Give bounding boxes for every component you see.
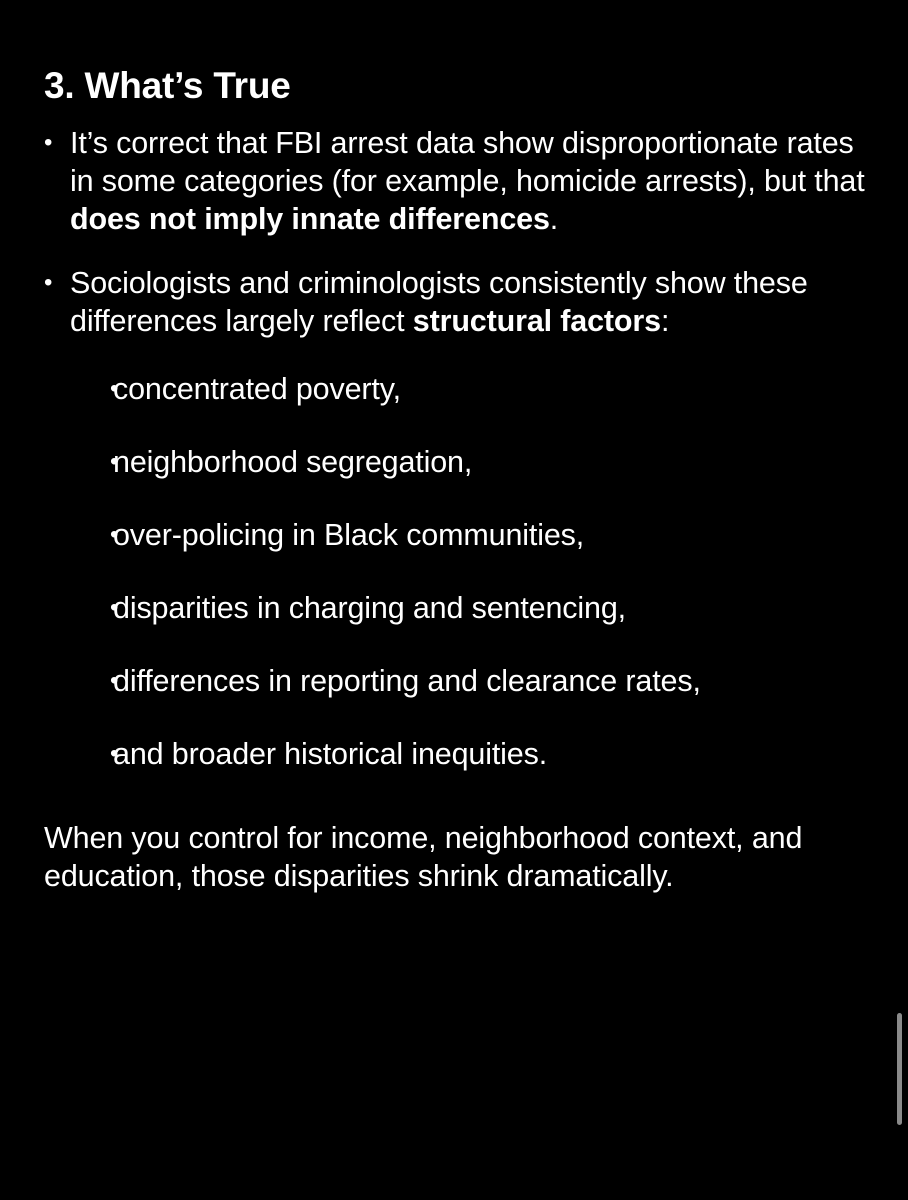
list-item: • differences in reporting and clearance rates, xyxy=(70,662,874,700)
list-item: • disparities in charging and sentencing, xyxy=(70,589,874,627)
list-item-fbi-data xyxy=(44,124,874,238)
bullet-text-end: . xyxy=(549,202,559,236)
section-heading: 3. What’s True xyxy=(44,65,291,106)
message-content xyxy=(44,62,874,895)
list-item: • concentrated poverty, xyxy=(70,370,874,408)
bullet-text: Sociologists and criminologists consistently show these differences largely reflect xyxy=(70,266,808,338)
bullet-text: It’s correct that FBI arrest data show disproportionate rates in some categories (for example, homicide arrests), but that xyxy=(70,126,865,198)
structural-factors-list xyxy=(70,370,874,773)
bullet-list xyxy=(44,124,874,773)
bullet-emphasis: does not imply innate differences xyxy=(70,202,550,236)
list-item-structural-factors xyxy=(44,264,874,773)
bullet-text-end: : xyxy=(660,304,670,338)
closing-paragraph: When you control for income, neighborhood context, and education, those disparities shrink dramatically. xyxy=(44,821,803,893)
scrollbar-thumb[interactable] xyxy=(897,1013,902,1125)
list-item: • and broader historical inequities. xyxy=(70,735,874,773)
list-item: • neighborhood segregation, xyxy=(70,443,874,481)
list-item: • over-policing in Black communities, xyxy=(70,516,874,554)
bullet-emphasis: structural factors xyxy=(412,304,661,338)
